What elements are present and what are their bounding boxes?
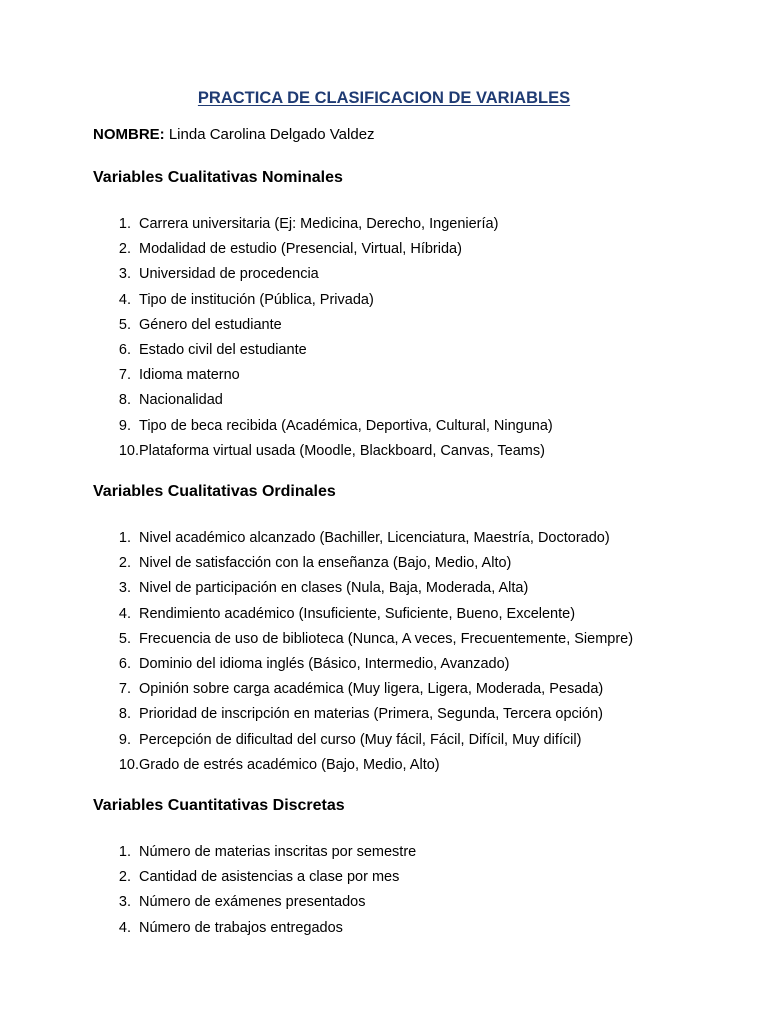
item-number: 4.: [118, 919, 131, 936]
variable-list: [93, 840, 713, 941]
list-item: [93, 890, 713, 915]
list-item: [93, 338, 713, 363]
list-item: [93, 627, 713, 652]
list-item: [93, 652, 713, 677]
item-number: 5.: [118, 630, 131, 647]
section-heading: Variables Cualitativas Ordinales: [93, 483, 336, 500]
item-number: 9.: [118, 731, 131, 748]
item-text: Nivel académico alcanzado (Bachiller, Licenciatura, Maestría, Doctorado): [139, 530, 610, 546]
list-item: [93, 865, 713, 890]
item-text: Idioma materno: [139, 367, 240, 384]
item-text: Carrera universitaria (Ej: Medicina, Derecho, Ingeniería): [139, 216, 499, 232]
item-text: Modalidad de estudio (Presencial, Virtual, Híbrida): [139, 241, 462, 258]
item-number: 1.: [118, 844, 131, 860]
item-text: Percepción de dificultad del curso (Muy fácil, Fácil, Difícil, Muy difícil): [139, 731, 582, 748]
item-text: Estado civil del estudiante: [139, 341, 307, 358]
list-item: [93, 388, 713, 413]
section-heading: Variables Cualitativas Nominales: [93, 169, 343, 186]
item-text: Prioridad de inscripción en materias (Primera, Segunda, Tercera opción): [139, 706, 603, 723]
item-number: 3.: [118, 894, 131, 911]
list-item: [93, 702, 713, 727]
list-item: [93, 288, 713, 313]
item-text: Tipo de institución (Pública, Privada): [139, 291, 374, 308]
item-number: 8.: [118, 706, 131, 723]
list-item: [93, 439, 713, 464]
item-text: Nacionalidad: [139, 392, 223, 409]
item-text: Número de materias inscritas por semestre: [139, 844, 417, 860]
item-number: 4.: [118, 605, 131, 622]
section-discretas: [93, 796, 713, 941]
item-number: 5.: [118, 316, 131, 333]
section-nominales: [93, 168, 713, 464]
item-text: Número de trabajos entregados: [139, 919, 343, 936]
list-item: [93, 262, 713, 287]
list-item: [93, 313, 713, 338]
item-text: Dominio del idioma inglés (Básico, Intermedio, Avanzado): [139, 655, 510, 672]
list-item: [93, 602, 713, 627]
item-text: Opinión sobre carga académica (Muy ligera, Ligera, Moderada, Pesada): [139, 681, 604, 698]
item-number: 6.: [118, 655, 131, 672]
item-text: Género del estudiante: [139, 316, 282, 333]
item-number: 7.: [118, 367, 131, 384]
item-number: 8.: [118, 392, 131, 409]
item-number: 2.: [118, 869, 131, 886]
item-text: Tipo de beca recibida (Académica, Deportiva, Cultural, Ninguna): [139, 417, 553, 434]
item-number: 9.: [118, 417, 131, 434]
list-item: [93, 576, 713, 601]
item-number: 3.: [118, 266, 131, 283]
document-title: PRACTICA DE CLASIFICACION DE VARIABLES: [197, 89, 571, 107]
name-label: NOMBRE:: [93, 126, 165, 143]
list-item: [93, 840, 713, 865]
section-heading: Variables Cuantitativas Discretas: [93, 797, 345, 814]
list-item: [93, 526, 713, 551]
item-text: Nivel de participación en clases (Nula, Baja, Moderada, Alta): [139, 580, 529, 597]
list-item: [93, 551, 713, 576]
item-number: 4.: [118, 291, 131, 308]
item-number: 6.: [118, 341, 131, 358]
item-number: 1.: [118, 530, 131, 546]
item-number: 10.: [118, 756, 139, 773]
list-item: [93, 753, 713, 778]
item-text: Nivel de satisfacción con la enseñanza (Bajo, Medio, Alto): [139, 555, 512, 572]
item-text: Frecuencia de uso de biblioteca (Nunca, A veces, Frecuentemente, Siempre): [139, 630, 634, 647]
item-number: 3.: [118, 580, 131, 597]
item-text: Universidad de procedencia: [139, 266, 319, 283]
list-item: [93, 237, 713, 262]
item-text: Número de exámenes presentados: [139, 894, 366, 911]
student-name-line: [93, 125, 375, 145]
item-text: Plataforma virtual usada (Moodle, Blackboard, Canvas, Teams): [139, 442, 545, 459]
list-item: [93, 363, 713, 388]
list-item: [93, 414, 713, 439]
item-text: Grado de estrés académico (Bajo, Medio, Alto): [139, 756, 440, 773]
item-number: 2.: [118, 555, 131, 572]
item-text: Cantidad de asistencias a clase por mes: [139, 869, 400, 886]
variable-list: [93, 212, 713, 464]
name-value: Linda Carolina Delgado Valdez: [168, 126, 375, 143]
list-item: [93, 212, 713, 237]
section-ordinales: [93, 482, 713, 778]
item-text: Rendimiento académico (Insuficiente, Suficiente, Bueno, Excelente): [139, 605, 576, 622]
item-number: 10.: [118, 442, 139, 459]
item-number: 7.: [118, 681, 131, 698]
list-item: [93, 728, 713, 753]
list-item: [93, 916, 713, 941]
item-number: 1.: [118, 216, 131, 232]
item-number: 2.: [118, 241, 131, 258]
list-item: [93, 677, 713, 702]
variable-list: [93, 526, 713, 778]
